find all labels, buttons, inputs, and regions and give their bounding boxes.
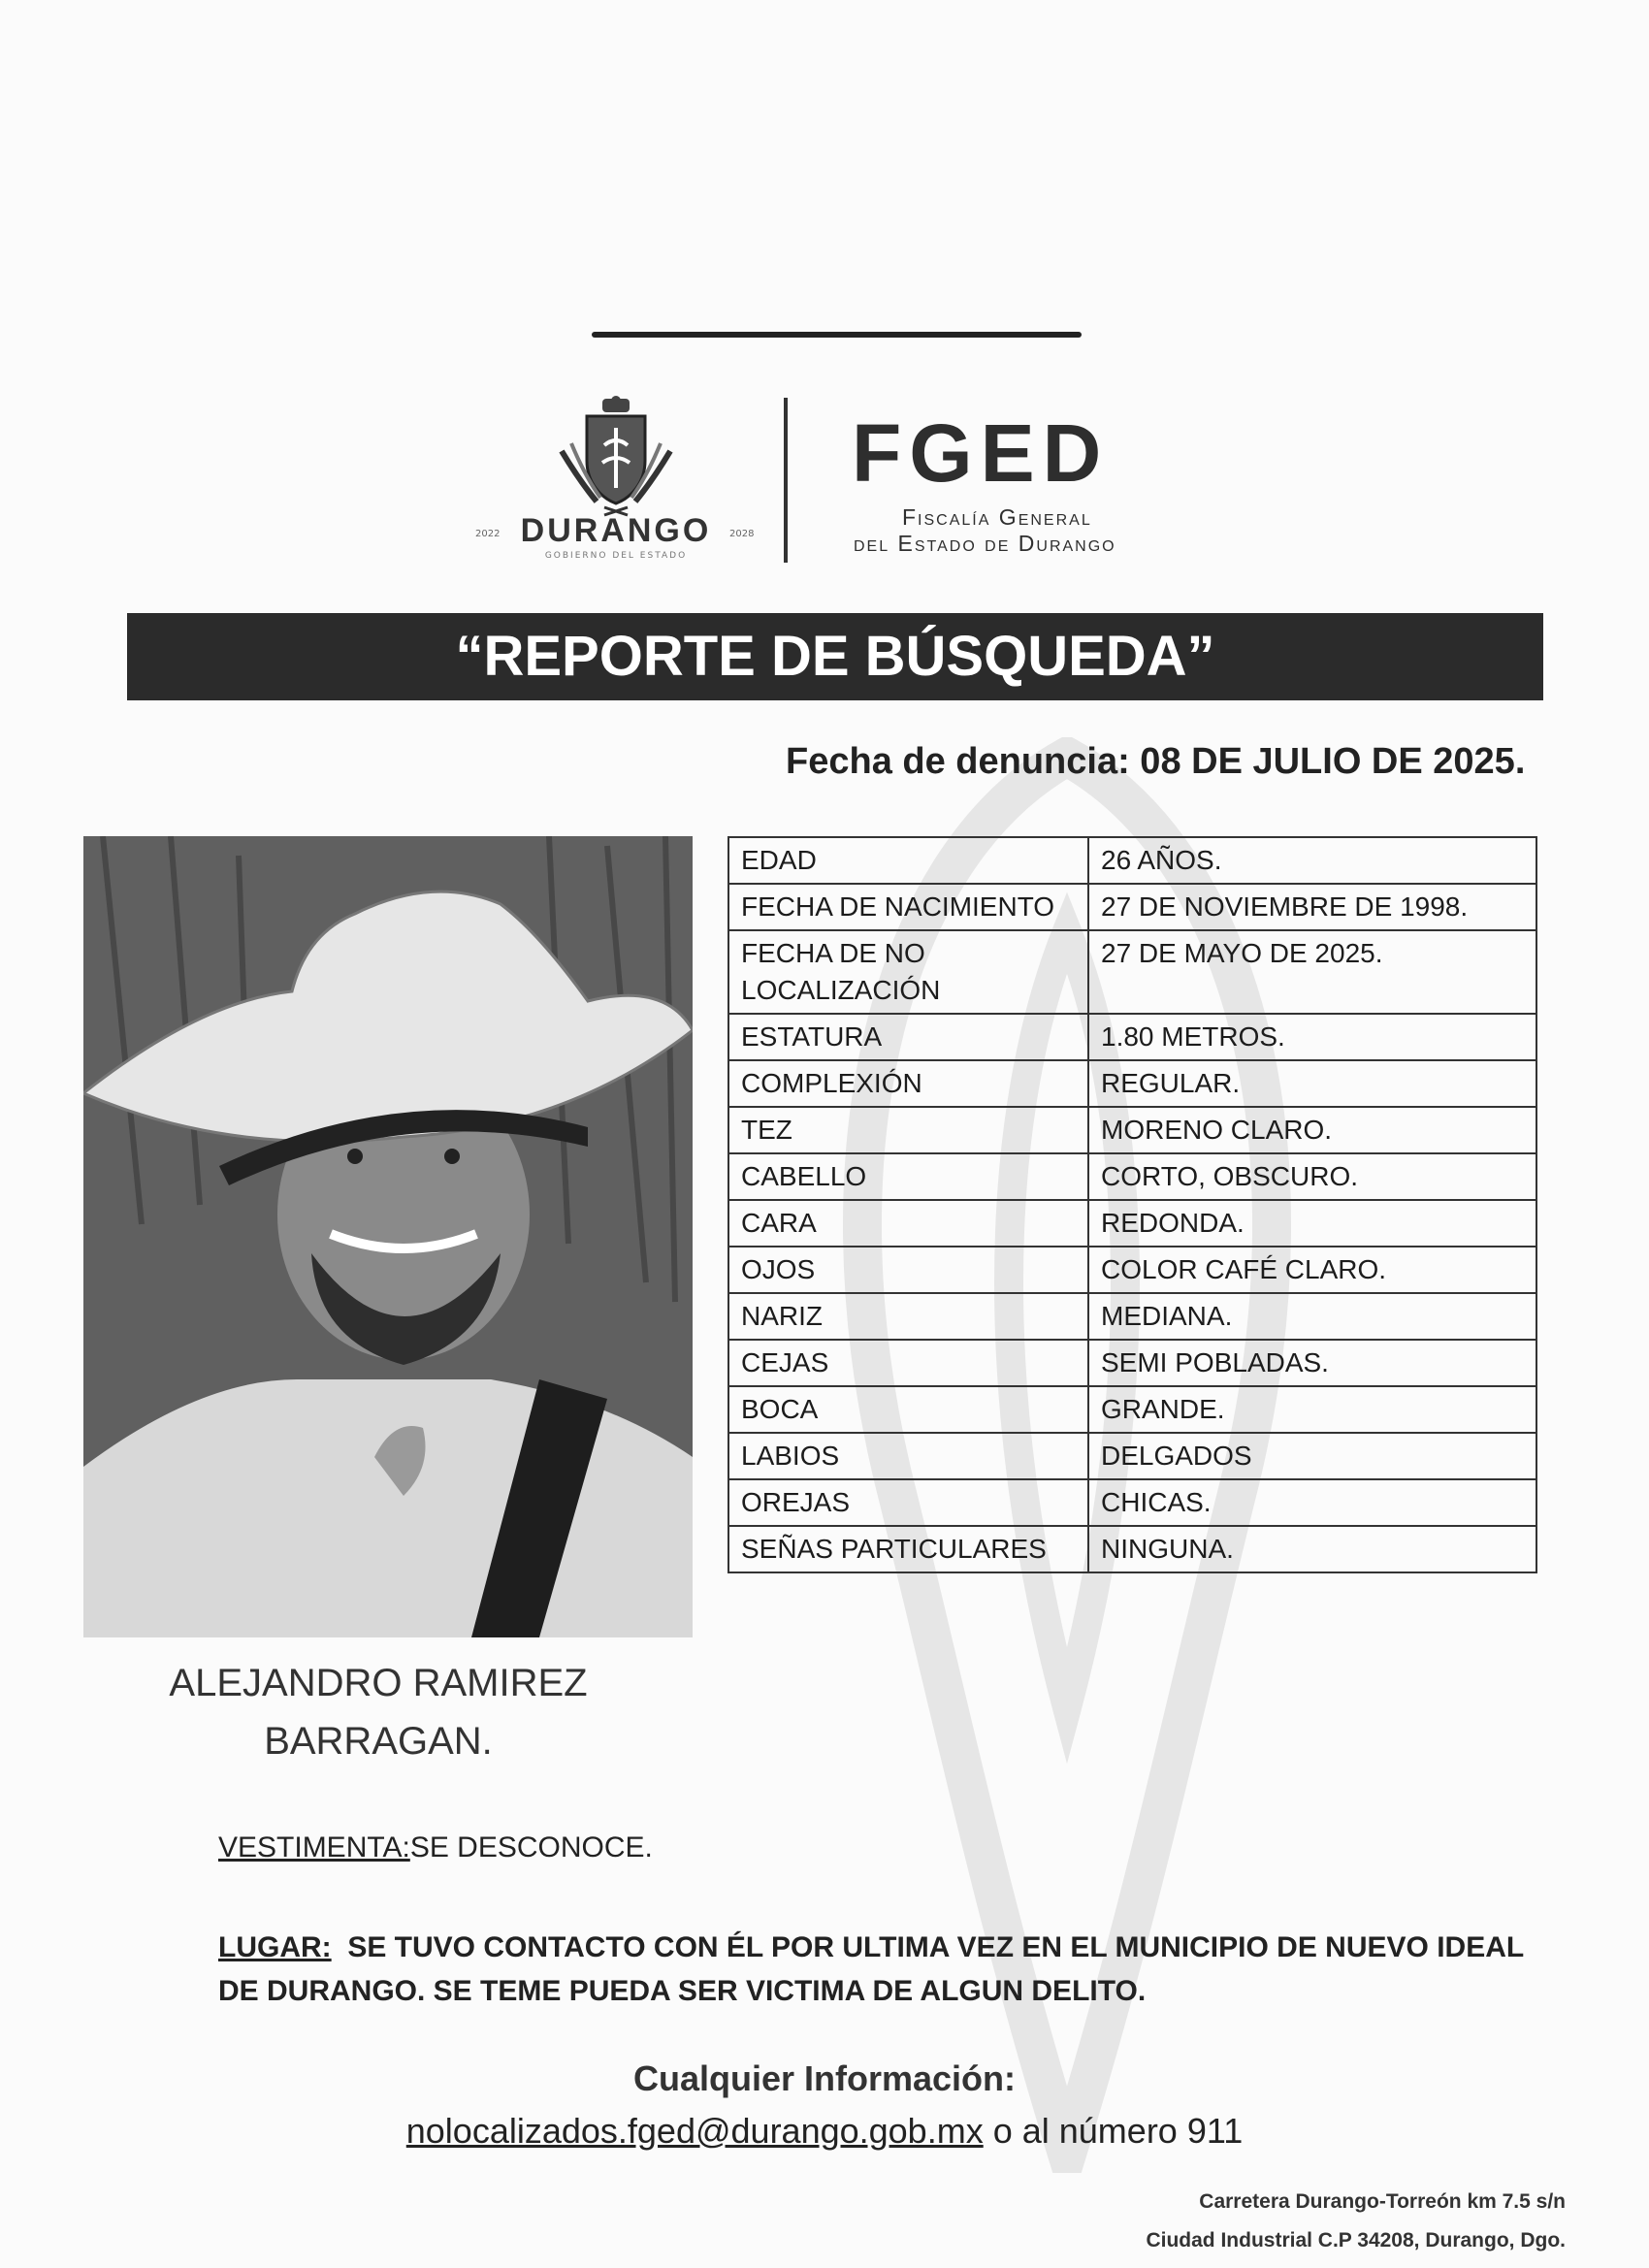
detail-label: LABIOS — [728, 1433, 1088, 1479]
address-line2: Ciudad Industrial C.P 34208, Durango, Dgo. — [1146, 2229, 1566, 2252]
detail-label: EDAD — [728, 837, 1088, 884]
durango-year-left: 2022 — [475, 529, 501, 539]
table-row — [728, 1293, 1536, 1340]
detail-label: SEÑAS PARTICULARES — [728, 1526, 1088, 1572]
table-row — [728, 1479, 1536, 1526]
detail-label: BOCA — [728, 1386, 1088, 1433]
table-row — [728, 1247, 1536, 1293]
person-name-line2: BARRAGAN. — [264, 1720, 493, 1763]
detail-label: CABELLO — [728, 1153, 1088, 1200]
detail-value: 26 AÑOS. — [1088, 837, 1536, 884]
detail-label: CEJAS — [728, 1340, 1088, 1386]
table-row — [728, 1386, 1536, 1433]
detail-value: 27 DE NOVIEMBRE DE 1998. — [1088, 884, 1536, 930]
table-row — [728, 1014, 1536, 1060]
detail-value: CORTO, OBSCURO. — [1088, 1153, 1536, 1200]
person-name — [107, 1654, 650, 1770]
lugar-label: LUGAR: — [218, 1931, 332, 1963]
table-row — [728, 1200, 1536, 1247]
table-row — [728, 1433, 1536, 1479]
table-row — [728, 1060, 1536, 1107]
person-details-table — [728, 836, 1537, 1573]
detail-value: 1.80 METROS. — [1088, 1014, 1536, 1060]
table-row — [728, 1526, 1536, 1572]
address-line1: Carretera Durango-Torreón km 7.5 s/n — [1199, 2190, 1566, 2213]
fged-acronym: FGED — [852, 407, 1110, 499]
lugar-value: SE TUVO CONTACTO CON ÉL POR ULTIMA VEZ EN EL MUNICIPIO DE NUEVO IDEAL DE DURANGO. SE TEME PUEDA SER VICTIMA DE ALGUN DELITO. — [218, 1931, 1524, 2007]
table-row — [728, 930, 1536, 1014]
detail-value: MORENO CLARO. — [1088, 1107, 1536, 1153]
durango-crest-logo — [558, 393, 674, 519]
table-row — [728, 1107, 1536, 1153]
detail-value: REGULAR. — [1088, 1060, 1536, 1107]
detail-label: OREJAS — [728, 1479, 1088, 1526]
contact-phone: o al número 911 — [992, 2111, 1244, 2151]
detail-label: COMPLEXIÓN — [728, 1060, 1088, 1107]
detail-value: CHICAS. — [1088, 1479, 1536, 1526]
vestimenta-label: VESTIMENTA: — [218, 1831, 410, 1863]
table-row — [728, 837, 1536, 884]
contact-line — [0, 2111, 1649, 2152]
detail-value: MEDIANA. — [1088, 1293, 1536, 1340]
contact-title: Cualquier Información: — [632, 2058, 1017, 2098]
header-divider — [784, 398, 788, 563]
durango-wordmark: DURANGO — [520, 512, 712, 549]
vestimenta — [218, 1831, 653, 1864]
detail-value: DELGADOS — [1088, 1433, 1536, 1479]
detail-value: 27 DE MAYO DE 2025. — [1088, 930, 1536, 1014]
contact-email-link[interactable]: nolocalizados.fged@durango.gob.mx — [405, 2111, 984, 2151]
detail-value: GRANDE. — [1088, 1386, 1536, 1433]
missing-person-photo — [83, 836, 693, 1637]
detail-label: NARIZ — [728, 1293, 1088, 1340]
fecha-denuncia: Fecha de denuncia: 08 DE JULIO DE 2025. — [786, 741, 1526, 782]
detail-value: NINGUNA. — [1088, 1526, 1536, 1572]
detail-label: ESTATURA — [728, 1014, 1088, 1060]
durango-year-right: 2028 — [729, 529, 755, 539]
detail-value: REDONDA. — [1088, 1200, 1536, 1247]
fged-name-line1: Fiscalía General — [902, 504, 1092, 530]
lugar — [218, 1926, 1528, 2013]
detail-label: CARA — [728, 1200, 1088, 1247]
table-row — [728, 884, 1536, 930]
person-name-line1: ALEJANDRO RAMIREZ — [169, 1662, 588, 1704]
detail-value: COLOR CAFÉ CLARO. — [1088, 1247, 1536, 1293]
durango-subtitle: GOBIERNO DEL ESTADO — [544, 551, 688, 561]
top-rule — [592, 332, 1082, 338]
fged-name-line2: del Estado de Durango — [854, 531, 1116, 556]
vestimenta-value: SE DESCONOCE. — [409, 1831, 653, 1863]
report-banner: “REPORTE DE BÚSQUEDA” — [127, 613, 1543, 700]
detail-label: FECHA DE NO LOCALIZACIÓN — [728, 930, 1088, 1014]
detail-value: SEMI POBLADAS. — [1088, 1340, 1536, 1386]
detail-label: TEZ — [728, 1107, 1088, 1153]
table-row — [728, 1153, 1536, 1200]
table-row — [728, 1340, 1536, 1386]
detail-label: FECHA DE NACIMIENTO — [728, 884, 1088, 930]
detail-label: OJOS — [728, 1247, 1088, 1293]
